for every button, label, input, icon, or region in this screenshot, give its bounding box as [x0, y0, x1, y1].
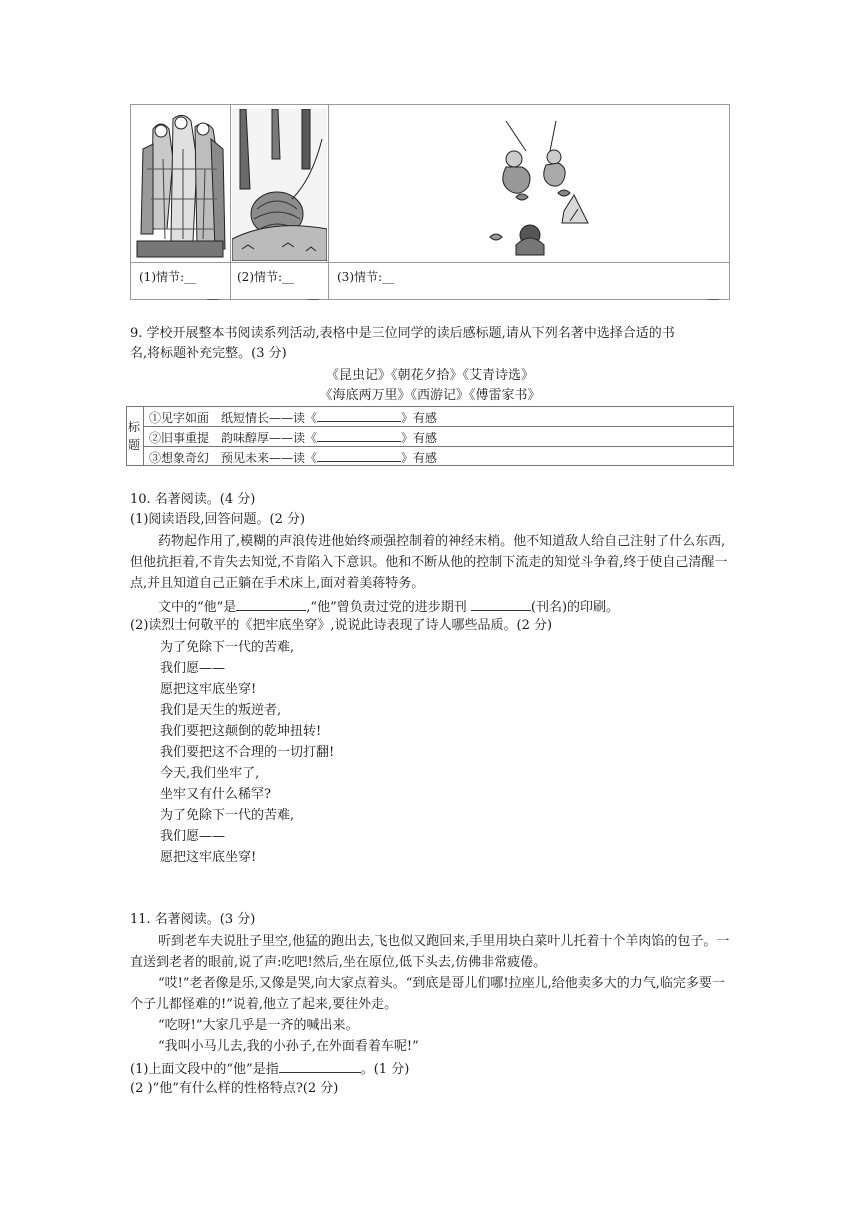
table-header-char: 题 — [128, 438, 141, 452]
answer-underline: __ — [707, 286, 719, 300]
book-list-line1: 《昆虫记》《朝花夕拾》《艾青诗选》 — [325, 368, 534, 383]
poem-line: 我们要把这不合理的一切打翻! — [160, 745, 335, 760]
title-table — [126, 406, 734, 466]
answer-blank[interactable] — [471, 596, 531, 611]
book-list-line2: 《海底两万里》《西游记》《傅雷家书》 — [319, 388, 541, 403]
poem-line: 为了免除下一代的苦难, — [160, 808, 295, 823]
fill-text: 文中的“他”是 — [158, 600, 237, 615]
q10-fill-line — [158, 596, 619, 618]
title-suffix: 》有感 — [401, 431, 438, 445]
illustration-robed-figures — [133, 109, 228, 261]
fill-text: ,“他”曾负责过党的进步期刊 — [306, 600, 467, 615]
answer-blank[interactable] — [279, 1058, 361, 1073]
q10-sub2: (2)读烈士何敬平的《把牢底坐穿》,说说此诗表现了诗人哪些品质。(2 分) — [130, 618, 553, 633]
table-header-char: 标 — [128, 420, 141, 434]
table-row — [149, 447, 437, 468]
poem-line: 我们要把这颠倒的乾坤扭转! — [160, 724, 322, 739]
poem-line: 今天,我们坐牢了, — [160, 766, 260, 781]
poem-line: 坐牢又有什么稀罕? — [160, 787, 271, 802]
poem-line: 我们是天生的叛逆者, — [160, 703, 282, 718]
answer-blank[interactable] — [317, 447, 401, 462]
table-divider — [328, 105, 329, 299]
q10-sub1: (1)阅读语段,回答问题。(2 分) — [130, 512, 306, 527]
plot-image-table — [130, 104, 730, 300]
answer-underline: __ — [307, 286, 319, 300]
illustration-tree-nest — [232, 109, 327, 261]
q11-title: 11. 名著阅读。(3 分) — [130, 912, 256, 927]
title-suffix: 》有感 — [401, 411, 438, 425]
title-suffix: 》有感 — [401, 451, 438, 465]
answer-underline: __ — [207, 286, 219, 300]
poem-line: 愿把这牢底坐穿! — [160, 682, 257, 697]
poem-line: 我们愿—— — [160, 829, 226, 844]
answer-blank[interactable] — [236, 596, 306, 611]
q11-question-1 — [130, 1058, 409, 1080]
caption-plot-1: (1)情节:__ — [139, 270, 197, 284]
title-text: ③想象奇幻 预见未来——读《 — [149, 451, 318, 465]
title-text: ①见字如面 纸短情长——读《 — [149, 411, 318, 425]
caption-plot-2: (2)情节:__ — [237, 270, 295, 284]
poem-line: 愿把这牢底坐穿! — [160, 850, 257, 865]
q10-passage: 药物起作用了,模糊的声浪传进他始终顽强控制着的神经末梢。他不知道敌人给自己注射了什么东西,但他抗拒着,不肯失去知觉,不肯陷入下意识。他和不断从他的控制下流走的知觉斗争着,终于使自己清醒一点,并且知道自己正躺在手术床上,面对着美蒋特务。 — [130, 534, 728, 591]
q9-stem-line1: 9. 学校开展整本书阅读系列活动,表格中是三位同学的读后感标题,请从下列名著中选择合适的书 — [130, 326, 675, 341]
table-row — [149, 407, 437, 428]
poem-line: 我们愿—— — [160, 661, 226, 676]
illustration-monkey-battle — [476, 111, 596, 259]
table-divider — [143, 407, 144, 465]
answer-blank[interactable] — [317, 407, 401, 422]
table-divider — [131, 262, 729, 263]
q11-paragraph: 听到老车夫说肚子里空,他猛的跑出去,飞也似又跑回来,手里用块白菜叶儿托着十个羊肉馅的包子。一直送到老者的眼前,说了声:吃吧!然后,坐在原位,低下头去,仿佛非常疲倦。 — [130, 934, 730, 970]
poem-line: 为了免除下一代的苦难, — [160, 640, 295, 655]
q11-question-2: (2 )“他”有什么样的性格特点?(2 分) — [130, 1081, 339, 1096]
q10-title: 10. 名著阅读。(4 分) — [130, 492, 256, 507]
q9-stem-line2: 名,将标题补充完整。(3 分) — [130, 346, 287, 361]
question-text: (1)上面文段中的“他”是指 — [130, 1062, 279, 1077]
q11-paragraph: “吃呀!”大家几乎是一齐的喊出来。 — [158, 1018, 359, 1033]
q11-paragraph: “哎!”老者像是乐,又像是哭,向大家点着头。“到底是哥儿们哪!拉座儿,给他卖多大的力气,临完多要一个子儿都怪难的!”说着,他立了起来,要往外走。 — [130, 976, 725, 1012]
answer-blank[interactable] — [317, 427, 401, 442]
question-text: 。(1 分) — [360, 1062, 410, 1077]
caption-plot-3: (3)情节:__ — [337, 270, 395, 284]
fill-text: (刊名)的印刷。 — [530, 600, 620, 615]
table-row — [149, 427, 437, 448]
q11-paragraph: “我叫小马儿去,我的小孙子,在外面看着车呢!” — [158, 1039, 419, 1054]
title-text: ②旧事重提 韵味醇厚——读《 — [149, 431, 318, 445]
table-divider — [230, 105, 231, 299]
